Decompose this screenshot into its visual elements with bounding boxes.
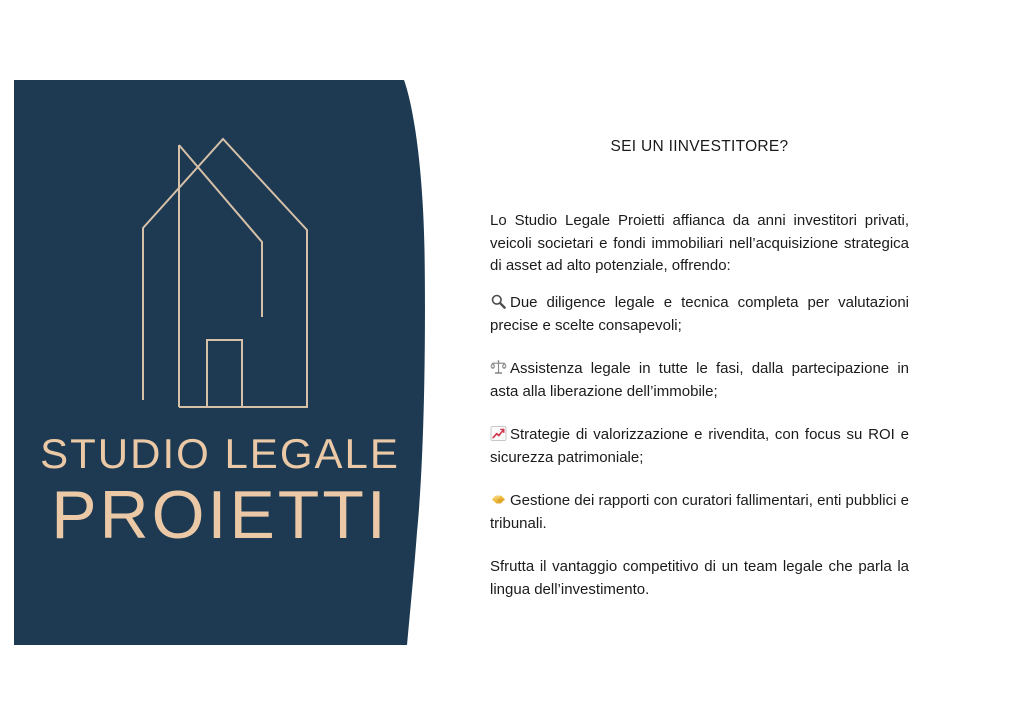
content-column — [490, 0, 909, 724]
page-title: SEI UN IINVESTITORE? — [610, 138, 789, 155]
chart-up-icon — [490, 425, 507, 442]
brand-panel-shape — [14, 80, 426, 645]
brand-name-line1: STUDIO LEGALE — [40, 430, 400, 477]
magnifier-icon — [490, 293, 507, 310]
bullet-item-assistenza — [490, 358, 909, 403]
handshake-icon — [490, 491, 507, 508]
panel-background — [14, 80, 425, 645]
bullet-text: Due diligence legale e tecnica completa per valutazioni precise e scelte consapevoli; — [490, 294, 909, 334]
brand-panel — [14, 80, 426, 645]
intro-paragraph: Lo Studio Legale Proietti affianca da anni investitori privati, veicoli societari e fondi immobiliari nell’acquisizione strategica di asset ad alto potenziale, offrendo: — [490, 212, 909, 274]
closing-paragraph: Sfrutta il vantaggio competitivo di un team legale che parla la lingua dell’investimento. — [490, 558, 909, 598]
bullet-text: Gestione dei rapporti con curatori fallimentari, enti pubblici e tribunali. — [490, 492, 909, 532]
bullet-text: Assistenza legale in tutte le fasi, dalla partecipazione in asta alla liberazione dell’immobile; — [490, 360, 909, 400]
bullet-item-due-diligence — [490, 292, 909, 337]
brand-name-line2: PROIETTI — [51, 477, 389, 553]
scales-icon — [490, 359, 507, 376]
bullet-item-strategie — [490, 424, 909, 469]
bullet-item-gestione — [490, 490, 909, 535]
bullet-text: Strategie di valorizzazione e rivendita, con focus su ROI e sicurezza patrimoniale; — [490, 426, 909, 466]
